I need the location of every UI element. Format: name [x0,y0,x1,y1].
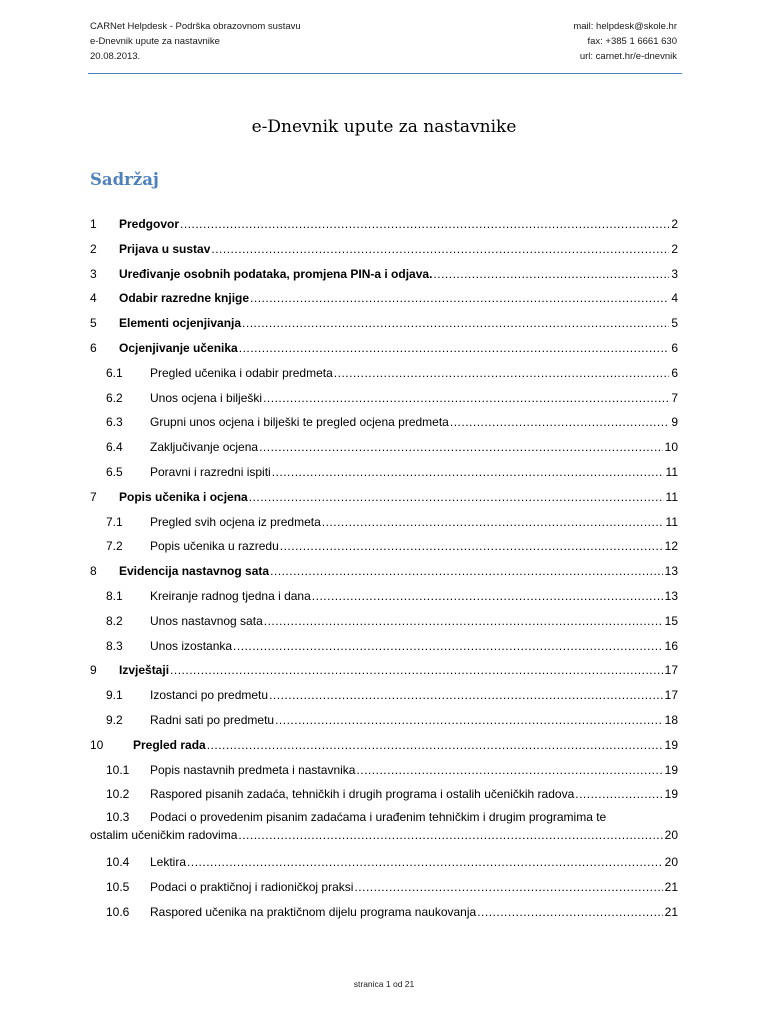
document-title: e-Dnevnik upute za nastavnike [251,117,517,137]
toc-entry-label: Raspored pisanih zadaća, tehničkih i drugih programa i ostalih učeničkih radova [150,787,575,802]
toc-entry-label: Ocjenjivanje učenika [119,341,238,355]
toc-leader-dots [233,639,663,653]
toc-leader-dots [269,688,663,702]
toc-entry-number: 10.1 [106,762,130,777]
toc-entry-number: 6.5 [106,465,123,479]
toc-entry-number: 10.2 [106,787,130,802]
toc-leader-dots [187,855,663,869]
toc-entry-page: 13 [664,564,678,579]
toc-entry-number: 6.3 [106,415,123,430]
toc-entry[interactable] [90,242,678,256]
toc-entry-page: 6 [671,365,678,380]
toc-entry-label: Radni sati po predmetu [150,713,275,727]
toc-entry-page: 7 [671,390,678,405]
toc-entry-number: 9 [90,663,97,678]
toc-entry-page: 21 [664,904,678,919]
toc-entry[interactable] [90,490,678,504]
toc-entry-number: 10.5 [106,880,130,894]
toc-entry-page: 20 [664,828,678,843]
toc-entry-label: Zaključivanje ocjena [150,440,259,455]
toc-entry-page: 5 [671,316,678,331]
toc-entry-page: 11 [665,465,678,479]
toc-leader-dots [211,242,669,256]
toc-subentry[interactable] [90,787,678,801]
toc-entry[interactable] [90,316,678,330]
toc-entry-label: Poravni i razredni ispiti [150,465,271,479]
toc-entry-label: Izvještaji [119,663,170,678]
toc-subentry[interactable] [90,713,678,727]
toc-entry-page: 17 [664,688,678,703]
toc-entry-number: 7.2 [106,539,123,554]
toc-entry-label: Pregled rada [133,737,206,752]
toc-entry-number: 8.3 [106,638,123,653]
toc-entry-number: 5 [90,316,97,331]
toc-entry[interactable] [90,291,678,305]
toc-leader-dots [264,614,663,628]
header-date: 20.08.2013. [90,51,141,62]
toc-entry-label: Pregled učenika i odabir predmeta [150,365,333,380]
toc-leader-dots [180,217,669,231]
toc-subentry[interactable] [90,515,678,529]
toc-entry-label: Unos ocjena i bilješki [150,390,263,405]
toc-entry-label: Podaci o provedenim pisanim zadaćama i urađenim tehničkim i drugim programima te [150,810,607,825]
toc-subentry[interactable] [90,763,678,777]
toc-leader-dots [356,763,662,777]
toc-subentry[interactable] [90,589,678,603]
toc-entry-number: 10.4 [106,855,130,870]
toc-entry-label: Popis učenika u razredu [150,539,279,554]
toc-subentry[interactable] [90,880,678,894]
toc-leader-dots [259,440,663,454]
header-divider [88,73,682,74]
toc-entry-number: 6.2 [106,390,123,405]
toc-leader-dots [334,366,670,380]
toc-entry-number: 6.4 [106,440,123,455]
toc-leader-dots [450,415,669,429]
toc-entry[interactable] [90,564,678,578]
header-doc-title: e-Dnevnik upute za nastavnike [90,36,220,47]
toc-entry-page: 15 [664,613,678,628]
toc-leader-dots [575,787,662,801]
toc-entry-label: Pregled svih ocjena iz predmeta [150,514,321,529]
toc-entry-label: Izostanci po predmetu [150,688,269,703]
toc-entry-page: 12 [664,539,678,554]
toc-subentry[interactable] [90,614,678,628]
toc-entry-number: 9.2 [106,713,123,727]
toc-entry-page: 4 [671,291,678,306]
toc-leader-dots [249,490,664,504]
toc-entry-label: Popis učenika i ocjena [119,489,248,504]
toc-entry-label: Lektira [150,855,187,870]
toc-entry-label: Elementi ocjenjivanja [119,316,242,331]
toc-subentry[interactable] [90,688,678,702]
header-url: url: carnet.hr/e-dnevnik [579,51,677,62]
toc-leader-dots [263,391,669,405]
toc-entry-label: Kreiranje radnog tjedna i dana [150,589,311,603]
toc-entry[interactable] [90,267,678,281]
toc-entry-number: 10 [90,737,104,752]
toc-entry-page: 21 [664,880,678,894]
toc-subentry[interactable] [90,366,678,380]
toc-entry-page: 16 [664,638,678,653]
header-fax: fax: +385 1 6661 630 [587,36,677,47]
toc-entry-page: 11 [665,489,678,504]
toc-entry-number: 1 [90,217,97,231]
toc-leader-dots [312,589,663,603]
toc-entry-label: Podaci o praktičnoj i radioničkoj praksi [150,880,354,894]
toc-entry-label: Raspored učenika na praktičnom dijelu programa naukovanja [150,904,477,919]
toc-entry-page: 2 [671,241,678,256]
toc-entry-page: 19 [664,737,678,752]
toc-entry-number: 9.1 [106,688,123,703]
toc-subentry[interactable] [90,539,678,553]
toc-leader-dots [250,291,669,305]
header-mail: mail: helpdesk@skole.hr [573,21,677,32]
toc-entry-page: 19 [664,762,678,777]
toc-entry-label: Odabir razredne knjige [119,291,250,306]
toc-entry-label: Evidencija nastavnog sata [119,564,270,579]
toc-entry-number: 2 [90,241,97,256]
toc-entry-number: 6 [90,341,97,355]
toc-entry[interactable] [90,738,678,752]
toc-entry-label: Unos izostanka [150,638,233,653]
toc-entry-label-continued: ostalim učeničkim radovima [90,828,238,843]
toc-leader-dots [207,738,663,752]
toc-entry-page: 3 [671,266,678,281]
toc-entry-number: 6.1 [106,365,123,380]
toc-entry-page: 10 [664,440,678,455]
toc-leader-dots [239,341,670,355]
toc-entry-label: Prijava u sustav [119,241,211,256]
toc-leader-dots [322,515,664,529]
toc-entry-label: Grupni unos ocjena i bilješki te pregled ocjena predmeta [150,415,449,430]
toc-entry-number: 7 [90,489,97,504]
toc-entry-page: 9 [671,415,678,430]
toc-leader-dots [433,267,669,281]
toc-subentry[interactable] [90,391,678,405]
toc-entry-label: Unos nastavnog sata [150,613,263,628]
page-header [90,19,677,64]
toc-entry-page: 6 [671,341,678,355]
toc-entry[interactable] [90,808,678,844]
toc-leader-dots [275,713,663,727]
toc-entry-label: Predgovor [119,217,180,231]
toc-entry-page: 20 [664,855,678,870]
toc-subentry[interactable] [90,465,678,479]
toc-entry-label: Uređivanje osobnih podataka, promjena PIN-a i odjava. [119,266,433,281]
toc-leader-dots [238,826,663,844]
header-org: CARNet Helpdesk - Podrška obrazovnom sustavu [90,21,301,32]
toc-entry[interactable] [90,663,678,677]
toc-entry-number: 8 [90,564,97,579]
toc-entry-page: 17 [664,663,678,678]
toc-entry-page: 13 [664,589,678,603]
toc-entry-number: 8.1 [106,589,123,603]
toc-entry-label: Popis nastavnih predmeta i nastavnika [150,762,356,777]
toc-subentry[interactable] [90,415,678,429]
toc-subentry[interactable] [90,639,678,653]
toc-entry[interactable] [90,217,678,231]
toc-leader-dots [477,905,662,919]
toc-subentry[interactable] [90,855,678,869]
toc-leader-dots [272,465,664,479]
toc-leader-dots [270,564,663,578]
toc-leader-dots [354,880,662,894]
toc-entry-number: 7.1 [106,514,123,529]
toc-subentry[interactable] [90,440,678,454]
toc-entry-number: 3 [90,266,97,281]
toc-entry-number: 10.6 [106,904,130,919]
toc-entry-number: 4 [90,291,97,306]
toc-entry-page: 18 [664,713,678,727]
toc-heading: Sadržaj [90,170,159,189]
toc-entry-page: 2 [671,217,678,231]
toc-entry-page: 19 [664,787,678,802]
toc-entry-number: 8.2 [106,613,123,628]
toc-leader-dots [170,663,663,677]
toc-subentry[interactable] [90,905,678,919]
toc-entry-page: 11 [665,514,678,529]
toc-leader-dots [242,316,669,330]
page-footer: stranica 1 od 21 [353,979,415,989]
toc-leader-dots [280,539,663,553]
toc-entry-number: 10.3 [106,810,130,825]
toc-entry[interactable] [90,341,678,355]
